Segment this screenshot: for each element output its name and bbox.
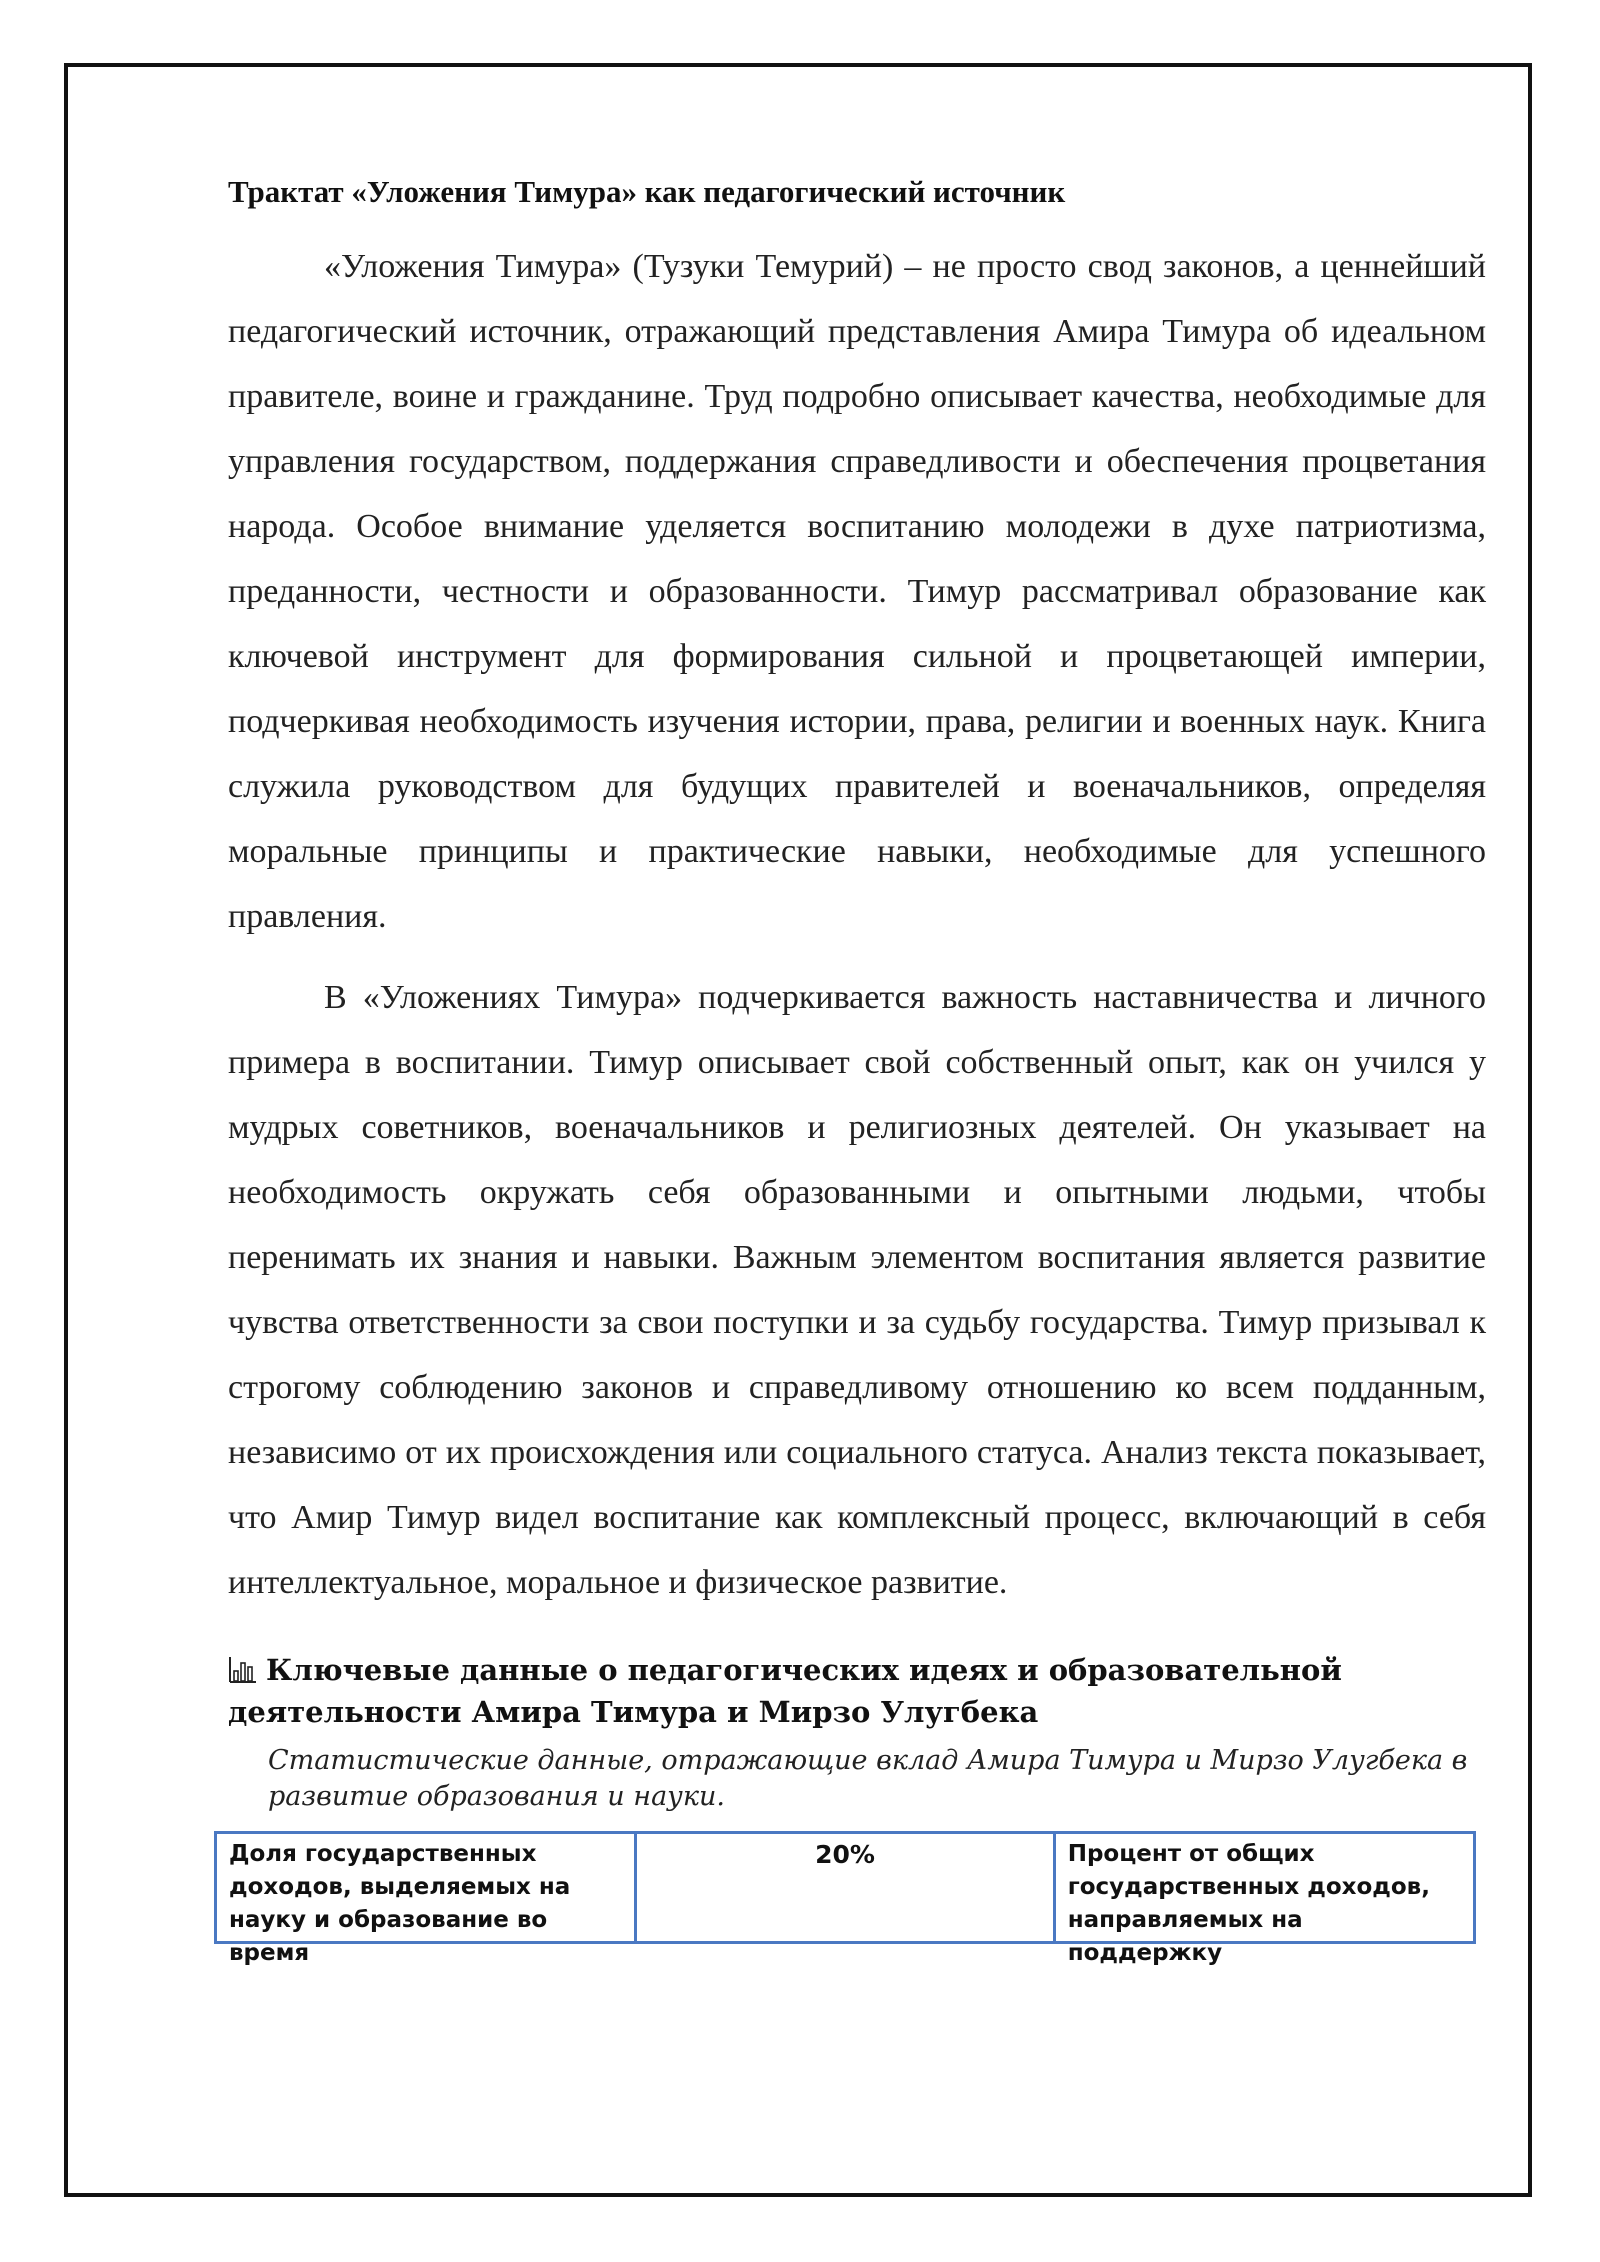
table-cell-description: Процент от общих государственных доходов, направляемых на поддержку	[1054, 1833, 1474, 1943]
paragraph-1: «Уложения Тимура» (Тузуки Темурий) – не просто свод законов, а ценнейший педагогический источник, отражающий представления Амира Тимура об идеальном правителе, воине и гражданине. Труд подробно описывает качества, необходимые для управления государством, поддержания справедливости и обеспечения процветания народа. Особое внимание уделяется воспитанию молодежи в духе патриотизма, преданности, честности и образованности. Тимур рассматривал образование как ключевой инструмент для формирования сильной и процветающей империи, подчеркивая необходимость изучения истории, права, религии и военных наук. Книга служила руководством для будущих правителей и военачальников, определяя моральные принципы и практические навыки, необходимые для успешного правления.	[228, 248, 1486, 935]
table-cell-value: 20%	[636, 1833, 1054, 1943]
section-heading: Трактат «Уложения Тимура» как педагогический источник	[228, 174, 1066, 209]
stats-title-text: Ключевые данные о педагогических идеях и образовательной деятельности Амира Тимура и Мирзо Улугбека	[228, 1653, 1342, 1729]
paragraph-2: В «Уложениях Тимура» подчеркивается важность наставничества и личного примера в воспитании. Тимур описывает свой собственный опыт, как он учился у мудрых советников, военачальников и религиозных деятелей. Он указывает на необходимость окружать себя образованными и опытными людьми, чтобы перенимать их знания и навыки. Важным элементом воспитания является развитие чувства ответственности за свои поступки и за судьбу государства. Тимур призывал к строгому соблюдению законов и справедливому отношению ко всем подданным, независимо от их происхождения или социального статуса. Анализ текста показывает, что Амир Тимур видел воспитание как комплексный процесс, включающий в себя интеллектуальное, моральное и физическое развитие.	[228, 979, 1486, 1601]
stats-heading	[228, 1649, 1486, 1733]
stats-table	[214, 1831, 1476, 1966]
bar-chart-icon	[228, 1652, 256, 1678]
table-row	[216, 1833, 1475, 1943]
stats-subtitle: Статистические данные, отражающие вклад Амира Тимура и Мирзо Улугбека в развитие образования и науки.	[268, 1745, 1468, 1812]
document-body	[228, 170, 1486, 1966]
table-cell-label: Доля государственных доходов, выделяемых на науку и образование во время	[216, 1833, 636, 1943]
